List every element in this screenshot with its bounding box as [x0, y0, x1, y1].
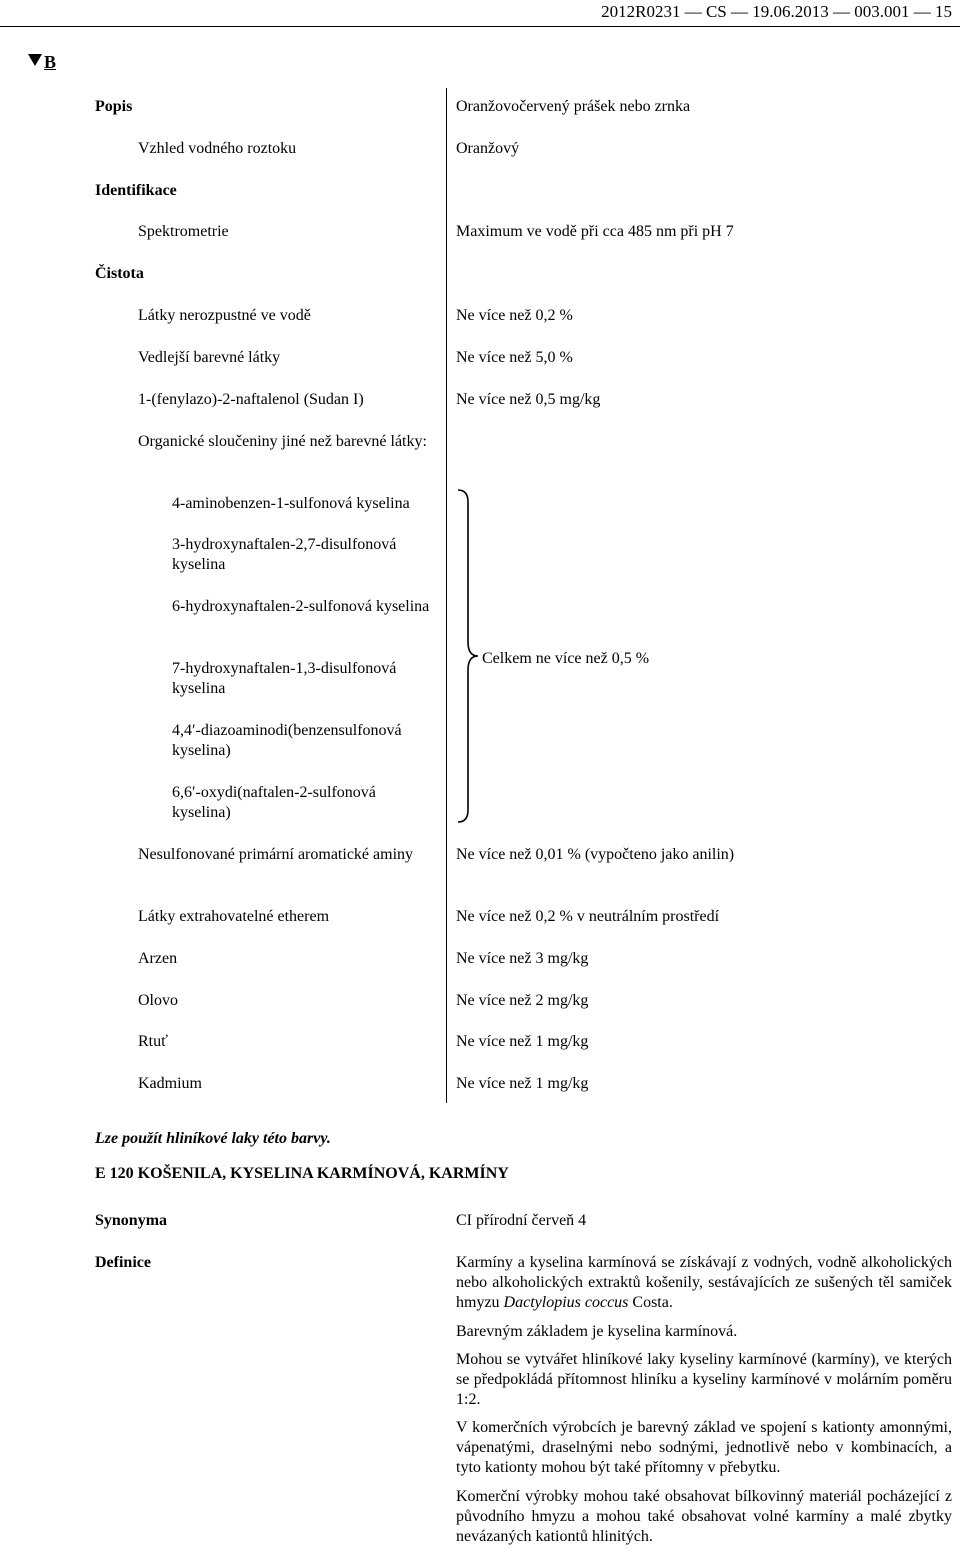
- definice-paragraph-3: Mohou se vytvářet hliníkové laky kyseliny karmínové (karmíny), ve kterých se předpokládá přítomnost hliníku a kyseliny karmínové v molárním poměru 1:2.: [456, 1351, 952, 1408]
- page-header-reference: 2012R0231 — CS — 19.06.2013 — 003.001 — 15: [601, 2, 952, 21]
- nerozpustne-value: Ne více než 0,2 %: [456, 307, 573, 324]
- kadmium-value: Ne více než 1 mg/kg: [456, 1075, 589, 1092]
- organicke-label: Organické sloučeniny jiné než barevné látky:: [138, 433, 427, 450]
- popis-value: Oranžovočervený prášek nebo zrnka: [456, 98, 691, 115]
- sudan-label: 1-(fenylazo)-2-naftalenol (Sudan I): [138, 391, 364, 408]
- arzen-value: Ne více než 3 mg/kg: [456, 950, 589, 967]
- nerozpustne-label: Látky nerozpustné ve vodě: [138, 307, 311, 324]
- definice-label: Definice: [95, 1254, 151, 1271]
- aminy-value: Ne více než 0,01 % (vypočteno jako anilin): [456, 846, 735, 863]
- compound-item: 3-hydroxynaftalen-2,7-disulfonová kyselina: [172, 536, 397, 573]
- synonyma-value: CI přírodní červeň 4: [456, 1212, 587, 1229]
- table-column-divider: [446, 88, 447, 1103]
- vedlejsi-value: Ne více než 5,0 %: [456, 349, 573, 366]
- spektrometrie-label: Spektrometrie: [138, 223, 229, 240]
- arzen-label: Arzen: [138, 950, 178, 967]
- compound-item: 4,4′-diazoaminodi(benzensulfonová kyselina): [172, 722, 402, 759]
- identifikace-heading: Identifikace: [95, 182, 177, 199]
- compound-item: 7-hydroxynaftalen-1,3-disulfonová kyselina: [172, 660, 397, 697]
- sudan-value: Ne více než 0,5 mg/kg: [456, 391, 601, 408]
- vzhled-label: Vzhled vodného roztoku: [138, 140, 297, 157]
- e120-title: E 120 KOŠENILA, KYSELINA KARMÍNOVÁ, KARMÍNY: [95, 1165, 509, 1182]
- rtut-value: Ne více než 1 mg/kg: [456, 1033, 589, 1050]
- definice-paragraph-2: Barevným základem je kyselina karmínová.: [456, 1323, 738, 1340]
- definice-p1-text: Karmíny a kyselina karmínová se získávají z vodných, vodně alkoholických nebo alkoholických extraktů košenily, sestávajících ze sušených těl samiček hmyzu: [456, 1254, 952, 1311]
- compound-item: 6,6′-oxydi(naftalen-2-sulfonová kyselina): [172, 784, 376, 821]
- species-name: Dactylopius coccus: [503, 1294, 629, 1311]
- definice-p1-author: Costa.: [628, 1294, 673, 1311]
- vzhled-value: Oranžový: [456, 140, 520, 157]
- brace-icon: [456, 488, 480, 824]
- rtut-label: Rtuť: [138, 1033, 168, 1050]
- section-marker-label: B: [44, 52, 57, 72]
- spektrometrie-value: Maximum ve vodě při cca 485 nm při pH 7: [456, 223, 734, 240]
- triangle-marker-icon: [28, 54, 42, 66]
- kadmium-label: Kadmium: [138, 1075, 202, 1092]
- etherem-label: Látky extrahovatelné etherem: [138, 908, 330, 925]
- definice-paragraph-5: Komerční výrobky mohou také obsahovat bílkovinný materiál pocházející z původního hmyzu a mohou také obsahovat volné karmíny a malé zbytky nevázaných kationtů hlinitých.: [456, 1488, 952, 1545]
- definice-paragraph-4: V komerčních výrobcích je barevný základ ve spojení s kationty amonnými, vápenatými, draselnými nebo sodnými, jednotlivě nebo v kombinacích, a tyto kationty mohou být také přítomny v přebytku.: [456, 1419, 952, 1476]
- synonyma-label: Synonyma: [95, 1212, 168, 1229]
- compound-item: 6-hydroxynaftalen-2-sulfonová kyselina: [172, 598, 430, 615]
- popis-label: Popis: [95, 98, 133, 115]
- cistota-heading: Čistota: [95, 265, 144, 282]
- header-rule: [0, 26, 960, 27]
- etherem-value: Ne více než 0,2 % v neutrálním prostředí: [456, 908, 720, 925]
- olovo-label: Olovo: [138, 992, 178, 1009]
- olovo-value: Ne více než 2 mg/kg: [456, 992, 589, 1009]
- vedlejsi-label: Vedlejší barevné látky: [138, 349, 281, 366]
- aminy-label: Nesulfonované primární aromatické aminy: [138, 846, 414, 863]
- compound-item: 4-aminobenzen-1-sulfonová kyselina: [172, 495, 410, 512]
- note-text: Lze použít hliníkové laky této barvy.: [95, 1130, 331, 1147]
- compounds-total-value: Celkem ne více než 0,5 %: [482, 650, 650, 667]
- definice-paragraph-1: [456, 1253, 952, 1313]
